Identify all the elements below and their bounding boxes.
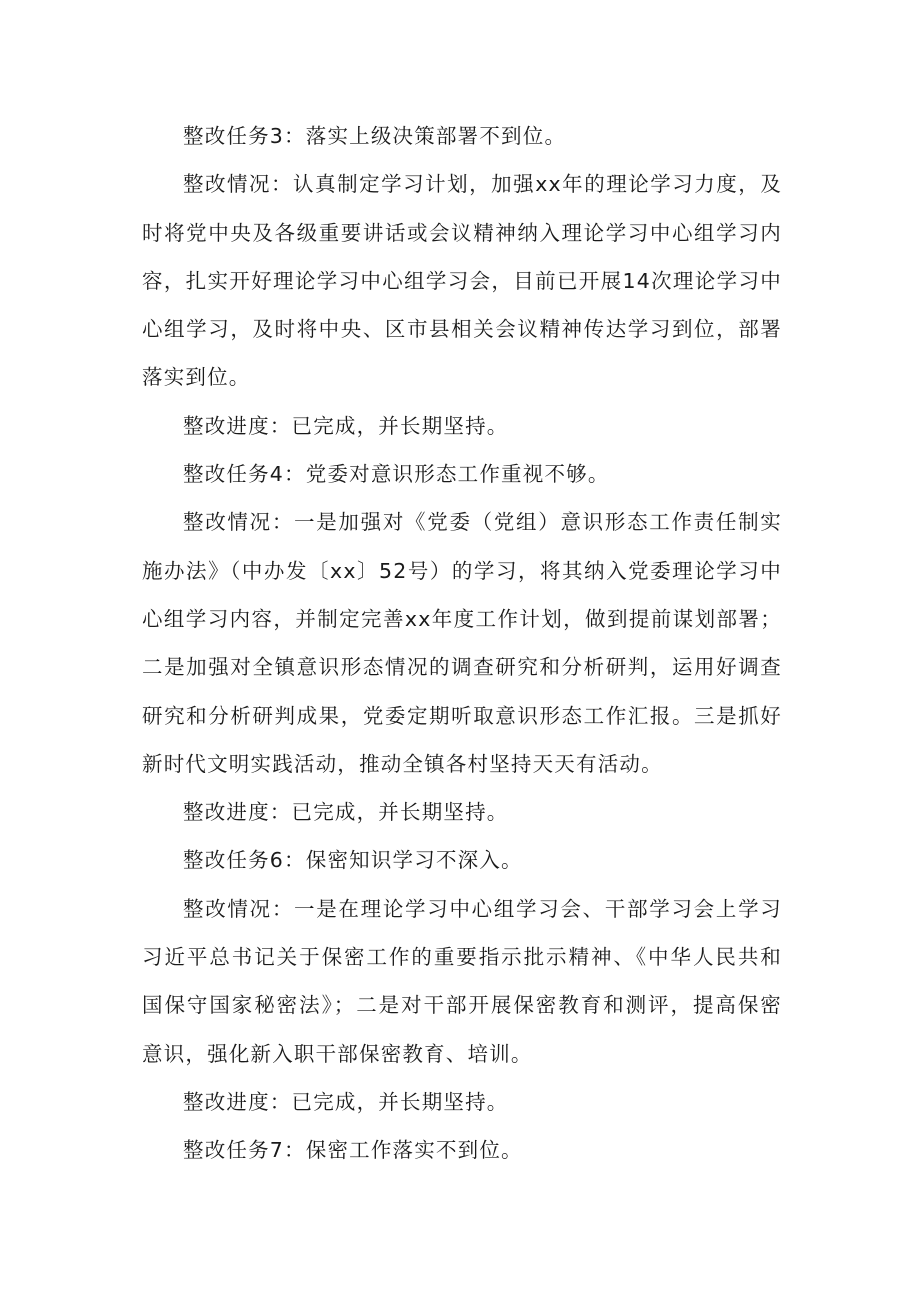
task-3-situation: 整改情况：认真制定学习计划，加强xx年的理论学习力度，及时将党中央及各级重要讲话或会议精神纳入理论学习中心组学习内容，扎实开好理论学习中心组学习会，目前已开展14次理论学习中心组学习，及时将中央、区市县相关会议精神传达学习到位，部署落实到位。 [142,172,782,390]
task-6-heading: 整改任务6：保密知识学习不深入。 [183,848,523,873]
task-6-situation: 整改情况：一是在理论学习中心组学习会、干部学习会上学习习近平总书记关于保密工作的重要指示批示精神、《中华人民共和国保守国家秘密法》；二是对干部开展保密教育和测评，提高保密意识，强化新入职干部保密教育、培训。 [142,896,782,1066]
task-4-progress: 整改进度：已完成，并长期坚持。 [183,800,509,825]
task-6-progress: 整改进度：已完成，并长期坚持。 [183,1089,509,1114]
task-3-progress: 整改进度：已完成，并长期坚持。 [183,413,509,438]
document-body [142,112,782,1175]
task-4-situation: 整改情况：一是加强对《党委（党组）意识形态工作责任制实施办法》（中办发〔xx〕52号）的学习，将其纳入党委理论学习中心组学习内容，并制定完善xx年度工作计划，做到提前谋划部署；二是加强对全镇意识形态情况的调查研究和分析研判，运用好调查研究和分析研判成果，党委定期听取意识形态工作汇报。三是抓好新时代文明实践活动，推动全镇各村坚持天天有活动。 [142,510,782,776]
task-7-heading: 整改任务7：保密工作落实不到位。 [183,1138,523,1163]
task-4-heading: 整改任务4：党委对意识形态工作重视不够。 [183,462,610,487]
task-3-heading: 整改任务3：落实上级决策部署不到位。 [183,124,567,148]
